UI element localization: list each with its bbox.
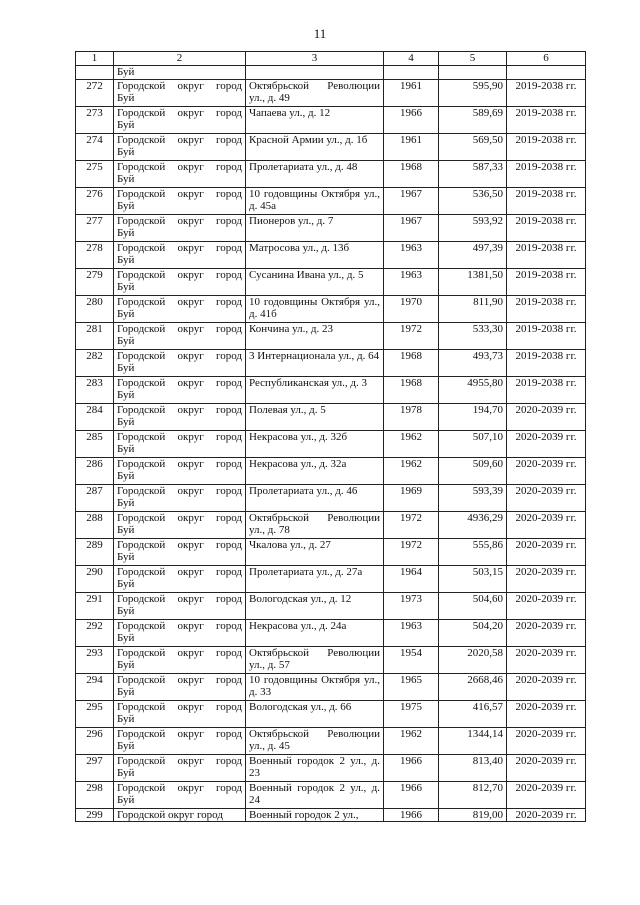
table-row bbox=[76, 80, 586, 107]
period-cell: 2020-2039 гг. bbox=[507, 647, 586, 674]
period-cell: 2019-2038 гг. bbox=[507, 215, 586, 242]
period-cell: 2019-2038 гг. bbox=[507, 107, 586, 134]
row-number: 278 bbox=[76, 242, 114, 269]
year-cell: 1972 bbox=[384, 323, 439, 350]
address-cell: Вологодская ул., д. 66 bbox=[246, 701, 384, 728]
period-cell: 2020-2039 гг. bbox=[507, 674, 586, 701]
table-row bbox=[76, 431, 586, 458]
municipality-cell: Городской округ город Буй bbox=[114, 431, 246, 458]
continuation-address bbox=[246, 66, 384, 80]
year-cell: 1968 bbox=[384, 377, 439, 404]
table-row bbox=[76, 566, 586, 593]
period-cell: 2020-2039 гг. bbox=[507, 755, 586, 782]
table-row bbox=[76, 188, 586, 215]
area-cell: 811,90 bbox=[439, 296, 507, 323]
municipality-cell: Городской округ город Буй bbox=[114, 512, 246, 539]
period-cell: 2020-2039 гг. bbox=[507, 485, 586, 512]
year-cell: 1970 bbox=[384, 296, 439, 323]
row-number: 272 bbox=[76, 80, 114, 107]
row-number: 294 bbox=[76, 674, 114, 701]
address-cell: Чкалова ул., д. 27 bbox=[246, 539, 384, 566]
row-number: 275 bbox=[76, 161, 114, 188]
table-row bbox=[76, 107, 586, 134]
address-cell: Красной Армии ул., д. 1б bbox=[246, 134, 384, 161]
row-number: 280 bbox=[76, 296, 114, 323]
table-row bbox=[76, 404, 586, 431]
address-cell: Республиканская ул., д. 3 bbox=[246, 377, 384, 404]
municipality-cell: Городской округ город Буй bbox=[114, 782, 246, 809]
period-cell: 2020-2039 гг. bbox=[507, 593, 586, 620]
continuation-area bbox=[439, 66, 507, 80]
period-cell: 2020-2039 гг. bbox=[507, 620, 586, 647]
period-cell: 2019-2038 гг. bbox=[507, 269, 586, 296]
year-cell: 1966 bbox=[384, 809, 439, 822]
address-cell: Октябрьской Революции ул., д. 49 bbox=[246, 80, 384, 107]
address-cell: Сусанина Ивана ул., д. 5 bbox=[246, 269, 384, 296]
area-cell: 589,69 bbox=[439, 107, 507, 134]
municipality-cell: Городской округ город Буй bbox=[114, 728, 246, 755]
row-number: 281 bbox=[76, 323, 114, 350]
address-cell: Пионеров ул., д. 7 bbox=[246, 215, 384, 242]
area-cell: 497,39 bbox=[439, 242, 507, 269]
row-number: 298 bbox=[76, 782, 114, 809]
area-cell: 504,20 bbox=[439, 620, 507, 647]
address-cell: Военный городок 2 ул., bbox=[246, 809, 384, 822]
period-cell: 2019-2038 гг. bbox=[507, 323, 586, 350]
area-cell: 813,40 bbox=[439, 755, 507, 782]
year-cell: 1966 bbox=[384, 755, 439, 782]
year-cell: 1975 bbox=[384, 701, 439, 728]
period-cell: 2020-2039 гг. bbox=[507, 782, 586, 809]
table-row bbox=[76, 701, 586, 728]
municipality-cell: Городской округ город Буй bbox=[114, 134, 246, 161]
municipality-cell: Городской округ город Буй bbox=[114, 215, 246, 242]
area-cell: 555,86 bbox=[439, 539, 507, 566]
municipality-cell: Городской округ город Буй bbox=[114, 647, 246, 674]
year-cell: 1962 bbox=[384, 458, 439, 485]
year-cell: 1978 bbox=[384, 404, 439, 431]
municipality-cell: Городской округ город Буй bbox=[114, 485, 246, 512]
year-cell: 1968 bbox=[384, 350, 439, 377]
year-cell: 1964 bbox=[384, 566, 439, 593]
area-cell: 593,92 bbox=[439, 215, 507, 242]
area-cell: 2020,58 bbox=[439, 647, 507, 674]
continuation-year bbox=[384, 66, 439, 80]
table-row bbox=[76, 350, 586, 377]
area-cell: 812,70 bbox=[439, 782, 507, 809]
municipality-cell: Городской округ город Буй bbox=[114, 269, 246, 296]
table-row bbox=[76, 539, 586, 566]
municipality-cell: Городской округ город Буй bbox=[114, 620, 246, 647]
row-number: 284 bbox=[76, 404, 114, 431]
period-cell: 2019-2038 гг. bbox=[507, 242, 586, 269]
row-number: 274 bbox=[76, 134, 114, 161]
year-cell: 1966 bbox=[384, 107, 439, 134]
row-number: 283 bbox=[76, 377, 114, 404]
year-cell: 1973 bbox=[384, 593, 439, 620]
year-cell: 1961 bbox=[384, 80, 439, 107]
year-cell: 1965 bbox=[384, 674, 439, 701]
municipality-cell: Городской округ город Буй bbox=[114, 188, 246, 215]
row-number: 290 bbox=[76, 566, 114, 593]
area-cell: 1381,50 bbox=[439, 269, 507, 296]
table-row bbox=[76, 782, 586, 809]
row-number: 285 bbox=[76, 431, 114, 458]
row-number: 279 bbox=[76, 269, 114, 296]
row-number: 299 bbox=[76, 809, 114, 822]
period-cell: 2019-2038 гг. bbox=[507, 134, 586, 161]
area-cell: 569,50 bbox=[439, 134, 507, 161]
period-cell: 2020-2039 гг. bbox=[507, 431, 586, 458]
continuation-num bbox=[76, 66, 114, 80]
period-cell: 2020-2039 гг. bbox=[507, 539, 586, 566]
address-cell: Октябрьской Революции ул., д. 78 bbox=[246, 512, 384, 539]
year-cell: 1972 bbox=[384, 512, 439, 539]
table-row bbox=[76, 647, 586, 674]
period-cell: 2020-2039 гг. bbox=[507, 809, 586, 822]
table-row bbox=[76, 620, 586, 647]
table-row bbox=[76, 377, 586, 404]
table-row bbox=[76, 134, 586, 161]
year-cell: 1969 bbox=[384, 485, 439, 512]
table-row bbox=[76, 728, 586, 755]
period-cell: 2020-2039 гг. bbox=[507, 728, 586, 755]
period-cell: 2019-2038 гг. bbox=[507, 161, 586, 188]
table-row bbox=[76, 269, 586, 296]
area-cell: 1344,14 bbox=[439, 728, 507, 755]
address-cell: Чапаева ул., д. 12 bbox=[246, 107, 384, 134]
row-number: 276 bbox=[76, 188, 114, 215]
table-row bbox=[76, 323, 586, 350]
row-number: 295 bbox=[76, 701, 114, 728]
row-number: 286 bbox=[76, 458, 114, 485]
year-cell: 1962 bbox=[384, 728, 439, 755]
address-cell: Октябрьской Революции ул., д. 57 bbox=[246, 647, 384, 674]
row-number: 287 bbox=[76, 485, 114, 512]
year-cell: 1963 bbox=[384, 620, 439, 647]
area-cell: 416,57 bbox=[439, 701, 507, 728]
row-number: 289 bbox=[76, 539, 114, 566]
table-row bbox=[76, 593, 586, 620]
table-row bbox=[76, 755, 586, 782]
address-cell: 10 годовщины Октября ул., д. 45а bbox=[246, 188, 384, 215]
address-cell: 10 годовщины Октября ул., д. 33 bbox=[246, 674, 384, 701]
area-cell: 2668,46 bbox=[439, 674, 507, 701]
period-cell: 2019-2038 гг. bbox=[507, 188, 586, 215]
area-cell: 587,33 bbox=[439, 161, 507, 188]
year-cell: 1967 bbox=[384, 188, 439, 215]
period-cell: 2020-2039 гг. bbox=[507, 458, 586, 485]
address-cell: Некрасова ул., д. 32б bbox=[246, 431, 384, 458]
page-number: 11 bbox=[313, 26, 327, 41]
header-col-5: 5 bbox=[439, 52, 507, 66]
municipality-cell: Городской округ город Буй bbox=[114, 458, 246, 485]
area-cell: 4955,80 bbox=[439, 377, 507, 404]
municipality-cell: Городской округ город Буй bbox=[114, 539, 246, 566]
address-cell: Военный городок 2 ул., д. 24 bbox=[246, 782, 384, 809]
address-cell: Октябрьской Революции ул., д. 45 bbox=[246, 728, 384, 755]
area-cell: 4936,29 bbox=[439, 512, 507, 539]
municipality-cell: Городской округ город Буй bbox=[114, 161, 246, 188]
table-row bbox=[76, 161, 586, 188]
table-row bbox=[76, 809, 586, 822]
table-row bbox=[76, 512, 586, 539]
area-cell: 593,39 bbox=[439, 485, 507, 512]
continuation-row bbox=[76, 66, 586, 80]
period-cell: 2020-2039 гг. bbox=[507, 701, 586, 728]
row-number: 282 bbox=[76, 350, 114, 377]
area-cell: 503,15 bbox=[439, 566, 507, 593]
address-cell: Некрасова ул., д. 32а bbox=[246, 458, 384, 485]
area-cell: 536,50 bbox=[439, 188, 507, 215]
address-cell: Военный городок 2 ул., д. 23 bbox=[246, 755, 384, 782]
address-cell: Вологодская ул., д. 12 bbox=[246, 593, 384, 620]
area-cell: 509,60 bbox=[439, 458, 507, 485]
period-cell: 2019-2038 гг. bbox=[507, 296, 586, 323]
address-cell: Кончина ул., д. 23 bbox=[246, 323, 384, 350]
address-cell: Пролетариата ул., д. 27а bbox=[246, 566, 384, 593]
period-cell: 2019-2038 гг. bbox=[507, 377, 586, 404]
area-cell: 595,90 bbox=[439, 80, 507, 107]
year-cell: 1963 bbox=[384, 269, 439, 296]
period-cell: 2019-2038 гг. bbox=[507, 80, 586, 107]
address-cell: Некрасова ул., д. 24а bbox=[246, 620, 384, 647]
municipality-cell: Городской округ город Буй bbox=[114, 80, 246, 107]
period-cell: 2020-2039 гг. bbox=[507, 512, 586, 539]
row-number: 291 bbox=[76, 593, 114, 620]
period-cell: 2019-2038 гг. bbox=[507, 350, 586, 377]
period-cell: 2020-2039 гг. bbox=[507, 404, 586, 431]
municipality-cell: Городской округ город Буй bbox=[114, 323, 246, 350]
header-col-3: 3 bbox=[246, 52, 384, 66]
row-number: 292 bbox=[76, 620, 114, 647]
row-number: 296 bbox=[76, 728, 114, 755]
municipality-cell: Городской округ город Буй bbox=[114, 701, 246, 728]
address-cell: Пролетариата ул., д. 46 bbox=[246, 485, 384, 512]
header-col-6: 6 bbox=[507, 52, 586, 66]
continuation-period bbox=[507, 66, 586, 80]
municipality-cell: Городской округ город Буй bbox=[114, 404, 246, 431]
table-row bbox=[76, 485, 586, 512]
period-cell: 2020-2039 гг. bbox=[507, 566, 586, 593]
municipality-cell: Городской округ город Буй bbox=[114, 755, 246, 782]
row-number: 293 bbox=[76, 647, 114, 674]
municipality-cell: Городской округ город Буй bbox=[114, 350, 246, 377]
year-cell: 1968 bbox=[384, 161, 439, 188]
row-number: 277 bbox=[76, 215, 114, 242]
municipality-cell: Городской округ город bbox=[114, 809, 246, 822]
row-number: 288 bbox=[76, 512, 114, 539]
table-row bbox=[76, 674, 586, 701]
address-cell: 10 годовщины Октября ул., д. 41б bbox=[246, 296, 384, 323]
housing-registry-table bbox=[75, 51, 586, 822]
area-cell: 507,10 bbox=[439, 431, 507, 458]
header-row bbox=[76, 52, 586, 66]
address-cell: Пролетариата ул., д. 48 bbox=[246, 161, 384, 188]
municipality-cell: Городской округ город Буй bbox=[114, 566, 246, 593]
year-cell: 1954 bbox=[384, 647, 439, 674]
header-col-1: 1 bbox=[76, 52, 114, 66]
table-row bbox=[76, 296, 586, 323]
municipality-cell: Городской округ город Буй bbox=[114, 242, 246, 269]
year-cell: 1961 bbox=[384, 134, 439, 161]
table-row bbox=[76, 215, 586, 242]
year-cell: 1972 bbox=[384, 539, 439, 566]
municipality-cell: Городской округ город Буй bbox=[114, 377, 246, 404]
municipality-cell: Городской округ город Буй bbox=[114, 593, 246, 620]
municipality-cell: Городской округ город Буй bbox=[114, 674, 246, 701]
area-cell: 819,00 bbox=[439, 809, 507, 822]
address-cell: Матросова ул., д. 13б bbox=[246, 242, 384, 269]
municipality-cell: Городской округ город Буй bbox=[114, 107, 246, 134]
table-row bbox=[76, 458, 586, 485]
address-cell: Полевая ул., д. 5 bbox=[246, 404, 384, 431]
address-cell: 3 Интернационала ул., д. 64 bbox=[246, 350, 384, 377]
header-col-2: 2 bbox=[114, 52, 246, 66]
area-cell: 504,60 bbox=[439, 593, 507, 620]
row-number: 273 bbox=[76, 107, 114, 134]
year-cell: 1962 bbox=[384, 431, 439, 458]
year-cell: 1966 bbox=[384, 782, 439, 809]
area-cell: 194,70 bbox=[439, 404, 507, 431]
continuation-municipality: Буй bbox=[114, 66, 246, 80]
table-row bbox=[76, 242, 586, 269]
area-cell: 533,30 bbox=[439, 323, 507, 350]
row-number: 297 bbox=[76, 755, 114, 782]
municipality-cell: Городской округ город Буй bbox=[114, 296, 246, 323]
year-cell: 1967 bbox=[384, 215, 439, 242]
header-col-4: 4 bbox=[384, 52, 439, 66]
area-cell: 493,73 bbox=[439, 350, 507, 377]
year-cell: 1963 bbox=[384, 242, 439, 269]
